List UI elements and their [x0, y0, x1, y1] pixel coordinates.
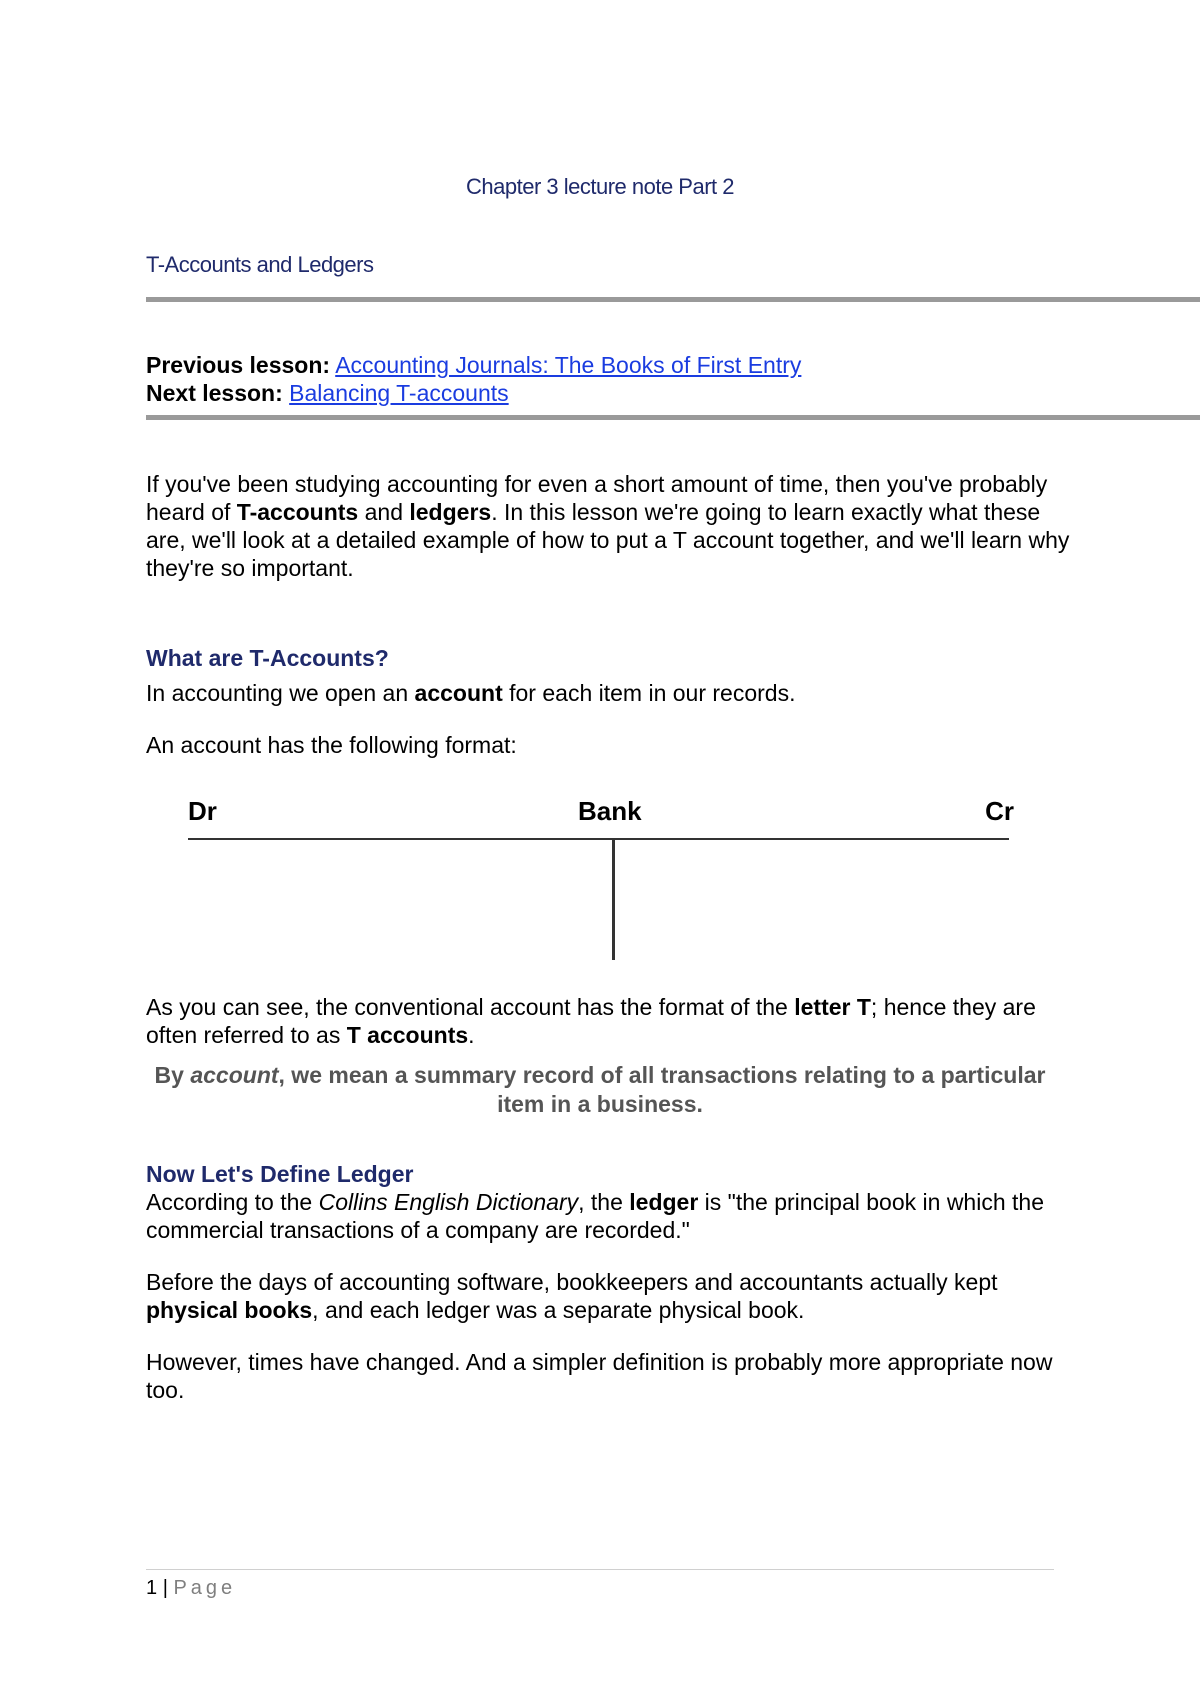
t-account-vertical-line [612, 839, 615, 960]
section-title: T-Accounts and Ledgers [146, 252, 374, 277]
t-shape-explanation-paragraph [146, 993, 1086, 1049]
previous-lesson-label: Previous lesson: [146, 352, 331, 378]
document-title: Chapter 3 lecture note Part 2 [466, 174, 734, 199]
collins-bold-ledger: ledger [629, 1189, 699, 1215]
open-account-text-2: for each item in our records. [502, 680, 796, 706]
collins-text-2: , the [578, 1189, 630, 1215]
collins-text-3: is "the principal book in which the commercial transactions of a company are recorded." [146, 1189, 1044, 1243]
divider-bottom [146, 415, 1200, 420]
page-number: 1 [146, 1577, 158, 1599]
physical-books-text-2: , and each ledger was a separate physical book. [312, 1297, 805, 1323]
physical-books-paragraph [146, 1268, 1086, 1324]
explanation-text-1: As you can see, the conventional account has the format of the [146, 994, 795, 1020]
previous-lesson-line [146, 351, 801, 379]
intro-text-3: . In this lesson we're going to learn exactly what these are, we'll look at a detailed example of how to put a T account together, and we'll learn why they're so important. [146, 499, 1070, 581]
open-account-text-1: In accounting we open an [146, 680, 415, 706]
footer-separator: | [162, 1577, 168, 1599]
intro-bold-t-accounts: T-accounts [236, 499, 359, 525]
explanation-bold-letter-t: letter T [794, 994, 871, 1020]
footer-divider [146, 1569, 1054, 1570]
t-account-diagram [188, 796, 1014, 966]
what-are-t-accounts-heading: What are T-Accounts? [146, 645, 389, 671]
define-ledger-heading: Now Let's Define Ledger [146, 1161, 414, 1187]
intro-bold-ledgers: ledgers [409, 499, 492, 525]
quote-text-2: , we mean a summary record of all transactions relating to a particular item in a business. [278, 1062, 1046, 1117]
collins-italic-dictionary: Collins English Dictionary [318, 1189, 579, 1215]
quote-italic-account: account [190, 1062, 279, 1088]
next-lesson-link[interactable]: Balancing T-accounts [289, 380, 509, 406]
next-lesson-label: Next lesson: [146, 380, 283, 406]
account-definition-quote [146, 1061, 1054, 1119]
intro-paragraph [146, 470, 1086, 582]
open-account-bold: account [414, 680, 503, 706]
open-account-paragraph [146, 679, 1086, 707]
page-footer [146, 1576, 236, 1600]
intro-text-2: and [358, 499, 410, 525]
t-account-horizontal-line [188, 838, 1009, 840]
collins-text-1: According to the [146, 1189, 319, 1215]
physical-books-text-1: Before the days of accounting software, bookkeepers and accountants actually kept [146, 1269, 998, 1295]
explanation-text-2: ; hence they are often referred to as [146, 994, 1036, 1048]
intro-text-1: If you've been studying accounting for even a short amount of time, then you've probably heard of [146, 471, 1048, 525]
account-format-paragraph: An account has the following format: [146, 732, 517, 758]
simpler-definition-paragraph: However, times have changed. And a simpler definition is probably more appropriate now too. [146, 1349, 1053, 1403]
explanation-text-3: . [468, 1022, 475, 1048]
previous-lesson-link[interactable]: Accounting Journals: The Books of First Entry [335, 352, 802, 378]
t-account-debit-label: Dr [188, 796, 217, 826]
t-account-credit-label: Cr [985, 796, 1014, 826]
explanation-bold-t-accounts: T accounts [346, 1022, 469, 1048]
divider-top [146, 297, 1200, 302]
quote-text-1: By [154, 1062, 191, 1088]
footer-page-word: Page [173, 1577, 237, 1599]
collins-definition-paragraph [146, 1188, 1086, 1244]
next-lesson-line [146, 379, 509, 407]
physical-books-bold: physical books [146, 1297, 313, 1323]
t-account-name-label: Bank [578, 796, 642, 826]
